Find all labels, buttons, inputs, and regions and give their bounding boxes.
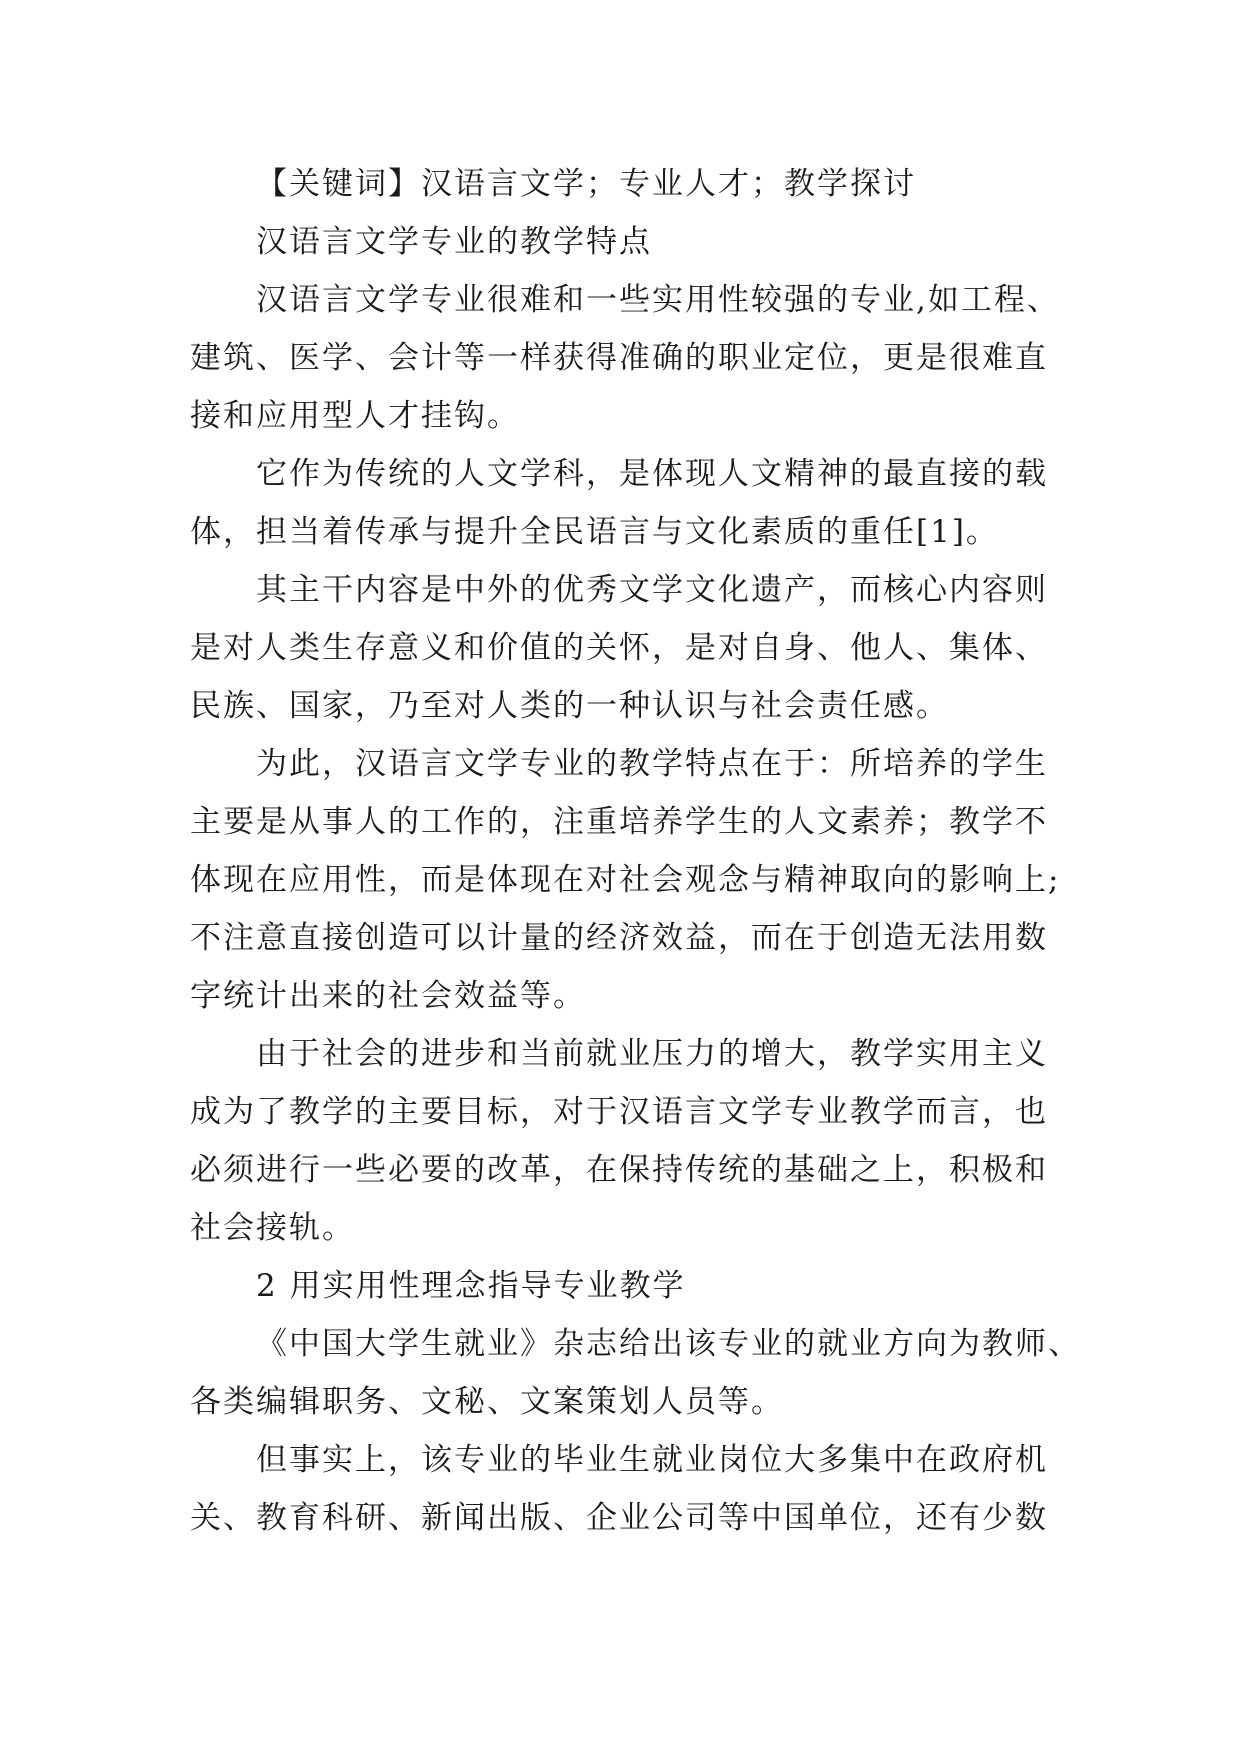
paragraph-line: 体，担当着传承与提升全民语言与文化素质的重任[1]。 — [190, 514, 999, 550]
paragraph-line: 建筑、医学、会计等一样获得准确的职业定位，更是很难直 — [190, 340, 1048, 376]
paragraph-line: 不注意直接创造可以计量的经济效益，而在于创造无法用数 — [190, 920, 1048, 956]
paragraph-line: 为此，汉语言文学专业的教学特点在于：所培养的学生 — [256, 746, 1048, 782]
keywords-line: 【关键词】汉语言文学；专业人才；教学探讨 — [256, 166, 916, 202]
paragraph-line: 但事实上，该专业的毕业生就业岗位大多集中在政府机 — [256, 1442, 1048, 1478]
paragraph-line: 字统计出来的社会效益等。 — [190, 978, 586, 1014]
paragraph-line: 《中国大学生就业》杂志给出该专业的就业方向为教师、 — [256, 1326, 1081, 1362]
paragraph-line: 民族、国家，乃至对人类的一种认识与社会责任感。 — [190, 688, 949, 724]
paragraph-line: 体现在应用性，而是体现在对社会观念与精神取向的影响上; — [190, 862, 1061, 898]
section-heading: 汉语言文学专业的教学特点 — [256, 224, 652, 260]
paragraph-line: 由于社会的进步和当前就业压力的增大，教学实用主义 — [256, 1036, 1048, 1072]
paragraph-line: 各类编辑职务、文秘、文案策划人员等。 — [190, 1384, 784, 1420]
paragraph-line: 它作为传统的人文学科，是体现人文精神的最直接的载 — [256, 456, 1048, 492]
paragraph-line: 必须进行一些必要的改革，在保持传统的基础之上，积极和 — [190, 1152, 1048, 1188]
paragraph-line: 社会接轨。 — [190, 1210, 355, 1246]
paragraph-line: 其主干内容是中外的优秀文学文化遗产，而核心内容则 — [256, 572, 1048, 608]
paragraph-line: 接和应用型人才挂钩。 — [190, 398, 520, 434]
section-heading: 2 用实用性理念指导专业教学 — [256, 1268, 686, 1304]
paragraph-line: 关、教育科研、新闻出版、企业公司等中国单位，还有少数 — [190, 1500, 1048, 1536]
paragraph-line: 主要是从事人的工作的，注重培养学生的人文素养；教学不 — [190, 804, 1048, 840]
paragraph-line: 汉语言文学专业很难和一些实用性较强的专业,如工程、 — [256, 282, 1060, 318]
paragraph-line: 是对人类生存意义和价值的关怀，是对自身、他人、集体、 — [190, 630, 1048, 666]
document-body — [190, 155, 1090, 1547]
paragraph-line: 成为了教学的主要目标，对于汉语言文学专业教学而言，也 — [190, 1094, 1048, 1130]
